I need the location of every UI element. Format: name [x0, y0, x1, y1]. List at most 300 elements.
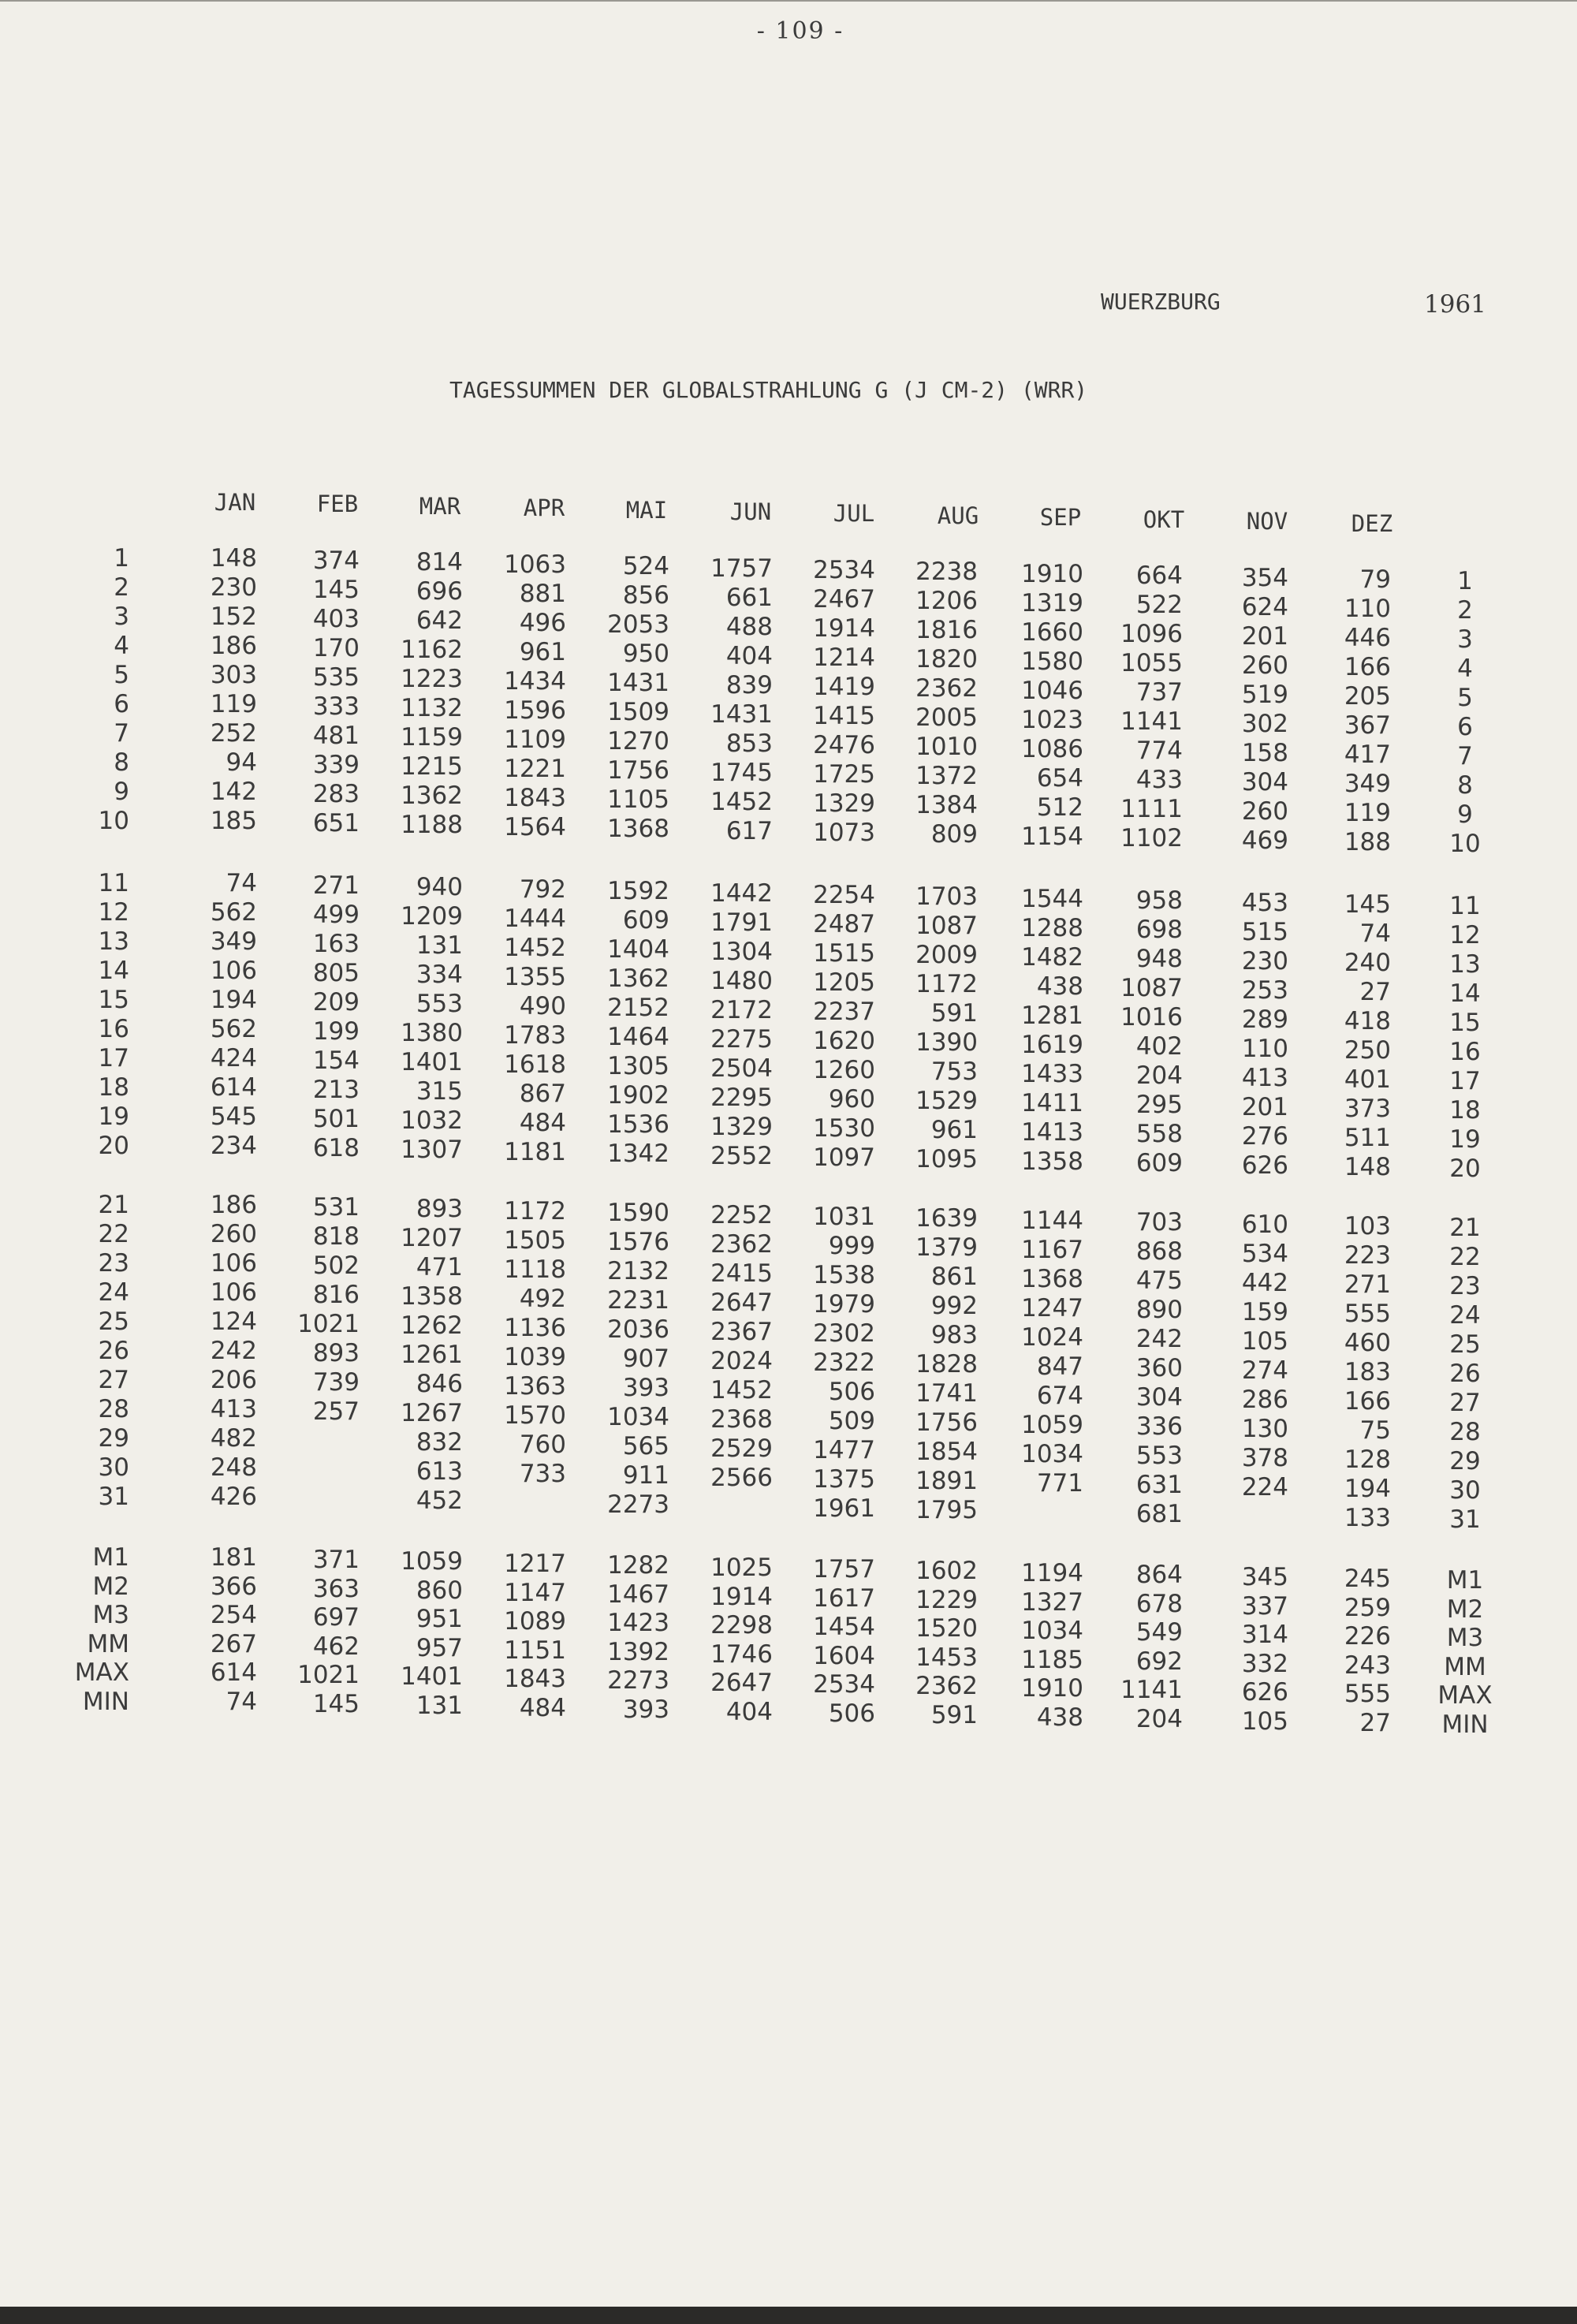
month-header-jun: JUN	[729, 498, 772, 525]
row-label-right: MM	[1444, 1653, 1486, 1681]
table-cell: 1725	[813, 760, 875, 789]
row-label: 30	[98, 1453, 129, 1482]
table-cell: 1741	[915, 1379, 978, 1408]
table-cell: 475	[1135, 1266, 1183, 1295]
table-cell: 618	[312, 1134, 360, 1162]
row-label: MAX	[74, 1658, 129, 1687]
table-cell: 257	[312, 1397, 360, 1426]
table-cell: 1515	[813, 939, 875, 968]
row-label: 19	[98, 1102, 129, 1131]
table-cell: 499	[312, 901, 360, 929]
table-cell: 1214	[813, 643, 875, 672]
row-label-right: 2	[1457, 596, 1473, 625]
table-cell: 832	[416, 1428, 463, 1457]
table-cell: 696	[416, 577, 463, 606]
table-cell: 1791	[710, 908, 773, 937]
table-cell: 1618	[504, 1050, 566, 1079]
table-cell: 558	[1135, 1120, 1183, 1148]
table-cell: 142	[210, 778, 257, 806]
table-cell: 452	[416, 1487, 463, 1515]
table-cell: 534	[1241, 1240, 1288, 1268]
row-label: MIN	[82, 1688, 129, 1716]
table-cell: 1141	[1120, 707, 1183, 736]
table-cell: 106	[210, 1249, 257, 1278]
table-cell: 1136	[504, 1314, 566, 1342]
row-label: M3	[92, 1601, 129, 1629]
table-cell: 75	[1359, 1416, 1391, 1445]
table-cell: 1538	[813, 1261, 875, 1289]
table-cell: 209	[312, 988, 360, 1017]
table-cell: 413	[210, 1395, 257, 1423]
table-cell: 1010	[915, 733, 978, 761]
table-cell: 1329	[710, 1113, 773, 1141]
table-row	[0, 1132, 1577, 1183]
table-cell: 535	[312, 663, 360, 692]
table-cell: 737	[1135, 678, 1183, 707]
table-cell: 2132	[607, 1257, 669, 1285]
row-label-right: 28	[1449, 1418, 1481, 1446]
table-cell: 2005	[915, 703, 978, 732]
row-label-right: 10	[1449, 830, 1481, 858]
table-cell: 79	[1359, 565, 1391, 594]
table-cell: 314	[1241, 1621, 1288, 1649]
table-cell: 1342	[607, 1140, 669, 1168]
table-cell: 1604	[813, 1642, 875, 1670]
table-cell: 771	[1036, 1469, 1083, 1498]
table-cell: 131	[416, 931, 463, 960]
row-label: 25	[98, 1307, 129, 1336]
table-cell: 2566	[710, 1464, 773, 1492]
table-cell: 818	[312, 1222, 360, 1251]
table-cell: 907	[622, 1345, 669, 1373]
table-cell: 166	[1344, 653, 1391, 681]
table-cell: 1046	[1021, 677, 1083, 705]
table-cell: 509	[828, 1407, 875, 1435]
table-cell: 286	[1241, 1386, 1288, 1414]
row-label: 4	[114, 632, 129, 660]
table-cell: 501	[312, 1105, 360, 1133]
row-label-right: 19	[1449, 1125, 1481, 1154]
table-cell: 1059	[401, 1547, 463, 1576]
table-cell: 1795	[915, 1496, 978, 1524]
table-cell: 531	[312, 1193, 360, 1222]
table-cell: 753	[930, 1058, 978, 1086]
table-cell: 119	[210, 690, 257, 718]
row-label-right: 30	[1449, 1476, 1481, 1505]
table-cell: 1828	[915, 1350, 978, 1378]
table-cell: 363	[312, 1575, 360, 1603]
table-cell: 242	[210, 1337, 257, 1365]
table-cell: 354	[1241, 564, 1288, 592]
table-cell: 697	[312, 1603, 360, 1632]
table-row	[0, 1483, 1577, 1534]
table-cell: 1536	[607, 1110, 669, 1139]
row-label: M1	[92, 1543, 129, 1572]
table-cell: 1016	[1120, 1003, 1183, 1031]
table-cell: 271	[1344, 1270, 1391, 1299]
table-cell: 1914	[710, 1583, 773, 1611]
table-cell: 890	[1135, 1296, 1183, 1324]
row-label: 21	[98, 1191, 129, 1219]
table-cell: 274	[1241, 1356, 1288, 1385]
table-cell: 213	[312, 1076, 360, 1104]
table-cell: 1023	[1021, 706, 1083, 734]
table-cell: 1147	[504, 1579, 566, 1607]
table-cell: 1288	[1021, 914, 1083, 942]
table-cell: 545	[210, 1102, 257, 1131]
table-cell: 1032	[401, 1106, 463, 1135]
row-label: 31	[98, 1483, 129, 1511]
row-label-right: 27	[1449, 1389, 1481, 1417]
table-cell: 1431	[607, 669, 669, 697]
table-cell: 847	[1036, 1352, 1083, 1381]
table-cell: 1639	[915, 1204, 978, 1233]
table-cell: 1452	[504, 934, 566, 962]
table-cell: 1221	[504, 755, 566, 783]
table-cell: 402	[1135, 1032, 1183, 1061]
table-cell: 1619	[1021, 1031, 1083, 1059]
table-cell: 304	[1241, 768, 1288, 796]
table-cell: 206	[210, 1366, 257, 1394]
table-cell: 1362	[607, 964, 669, 993]
table-cell: 94	[226, 748, 257, 777]
table-cell: 553	[1135, 1442, 1183, 1470]
row-label-right: 9	[1457, 800, 1473, 829]
table-cell: 631	[1135, 1471, 1183, 1499]
table-cell: 1282	[607, 1551, 669, 1580]
table-cell: 1480	[710, 967, 773, 995]
table-cell: 204	[1135, 1061, 1183, 1090]
table-cell: 674	[1036, 1382, 1083, 1410]
table-cell: 223	[1344, 1241, 1391, 1270]
table-cell: 1854	[915, 1438, 978, 1466]
table-cell: 417	[1344, 740, 1391, 769]
table-cell: 252	[210, 719, 257, 748]
table-cell: 792	[519, 875, 566, 904]
table-cell: 124	[210, 1307, 257, 1336]
table-cell: 230	[210, 573, 257, 602]
row-label-right: 6	[1457, 713, 1473, 741]
table-cell: 204	[1135, 1705, 1183, 1733]
table-row	[0, 807, 1577, 858]
table-cell: 2231	[607, 1286, 669, 1315]
row-label-right: M2	[1446, 1595, 1484, 1624]
table-cell: 2504	[710, 1054, 773, 1083]
table-cell: 502	[312, 1252, 360, 1280]
table-cell: 442	[1241, 1269, 1288, 1297]
table-cell: 303	[210, 661, 257, 689]
row-label-right: 3	[1457, 625, 1473, 654]
table-cell: 614	[210, 1073, 257, 1102]
table-cell: 1144	[1021, 1207, 1083, 1235]
row-label-right: 4	[1457, 655, 1473, 683]
table-cell: 374	[312, 546, 360, 575]
table-cell: 492	[519, 1285, 566, 1313]
table-cell: 1452	[710, 788, 773, 816]
row-label-right: M1	[1446, 1566, 1484, 1595]
table-cell: 224	[1241, 1473, 1288, 1501]
table-cell: 555	[1344, 1680, 1391, 1708]
table-cell: 1509	[607, 698, 669, 726]
table-cell: 1109	[504, 726, 566, 754]
table-cell: 333	[312, 692, 360, 721]
table-cell: 378	[1241, 1444, 1288, 1472]
row-label-right: MAX	[1437, 1681, 1493, 1710]
table-cell: 110	[1344, 595, 1391, 623]
table-cell: 1401	[401, 1662, 463, 1691]
table-row	[0, 1688, 1577, 1739]
table-cell: 433	[1135, 766, 1183, 794]
row-label: 3	[114, 602, 129, 631]
table-cell: 1411	[1021, 1089, 1083, 1117]
row-label: 15	[98, 986, 129, 1014]
table-cell: 1372	[915, 762, 978, 790]
row-label: MM	[87, 1630, 129, 1658]
table-cell: 163	[312, 930, 360, 958]
row-label: 23	[98, 1249, 129, 1278]
row-label-right: 26	[1449, 1360, 1481, 1388]
table-cell: 332	[1241, 1650, 1288, 1678]
table-cell: 159	[1241, 1298, 1288, 1326]
table-cell: 2647	[710, 1289, 773, 1317]
month-header-mai: MAI	[625, 497, 668, 524]
table-cell: 181	[210, 1543, 257, 1572]
table-cell: 253	[1241, 976, 1288, 1005]
table-cell: 119	[1344, 799, 1391, 827]
row-label-right: 25	[1449, 1330, 1481, 1359]
table-cell: 506	[828, 1699, 875, 1728]
table-cell: 609	[1135, 1149, 1183, 1177]
table-cell: 2487	[813, 910, 875, 938]
table-cell: 1217	[504, 1550, 566, 1578]
table-cell: 609	[622, 906, 669, 934]
table-cell: 1172	[915, 970, 978, 998]
table-cell: 133	[1344, 1504, 1391, 1532]
table-cell: 2322	[813, 1349, 875, 1377]
table-cell: 106	[210, 1278, 257, 1307]
table-cell: 1592	[607, 877, 669, 905]
table-cell: 1260	[813, 1056, 875, 1084]
row-label: 24	[98, 1278, 129, 1307]
table-cell: 519	[1241, 681, 1288, 709]
table-cell: 591	[930, 1701, 978, 1729]
table-cell: 692	[1135, 1647, 1183, 1676]
table-cell: 1327	[1021, 1588, 1083, 1617]
table-cell: 185	[210, 807, 257, 835]
table-cell: 302	[1241, 710, 1288, 738]
table-cell: 1262	[401, 1311, 463, 1340]
table-cell: 511	[1344, 1124, 1391, 1152]
table-cell: 1379	[915, 1233, 978, 1262]
table-cell: 698	[1135, 916, 1183, 944]
row-label: 10	[98, 807, 129, 835]
table-cell: 1162	[401, 636, 463, 664]
row-label: 9	[114, 778, 129, 806]
table-cell: 950	[622, 640, 669, 668]
table-cell: 366	[210, 1572, 257, 1601]
table-cell: 496	[519, 609, 566, 637]
table-cell: 1329	[813, 789, 875, 818]
table-cell: 158	[1241, 739, 1288, 767]
table-cell: 482	[210, 1424, 257, 1453]
table-cell: 245	[1344, 1565, 1391, 1593]
table-cell: 1434	[504, 667, 566, 696]
table-cell: 591	[930, 999, 978, 1028]
table-cell: 1444	[504, 905, 566, 933]
table-cell: 1031	[813, 1203, 875, 1231]
row-label-right: MIN	[1441, 1710, 1489, 1739]
table-cell: 1757	[813, 1555, 875, 1584]
row-label: 18	[98, 1073, 129, 1102]
table-cell: 267	[210, 1630, 257, 1658]
table-cell: 145	[312, 1690, 360, 1718]
table-cell: 1745	[710, 759, 773, 787]
table-cell: 893	[416, 1195, 463, 1223]
table-cell: 1477	[813, 1436, 875, 1464]
station-name: WUERZBURG	[1101, 289, 1221, 315]
table-cell: 664	[1135, 561, 1183, 590]
table-cell: 1404	[607, 935, 669, 964]
table-cell: 1580	[1021, 647, 1083, 676]
month-header-jan: JAN	[214, 489, 256, 516]
table-cell: 515	[1241, 918, 1288, 946]
table-cell: 1319	[1021, 589, 1083, 617]
table-cell: 958	[1135, 886, 1183, 915]
table-cell: 1602	[915, 1557, 978, 1585]
table-cell: 1089	[504, 1607, 566, 1636]
table-cell: 853	[725, 729, 773, 758]
row-label: 11	[98, 869, 129, 897]
table-cell: 948	[1135, 945, 1183, 973]
month-header-sep: SEP	[1039, 504, 1082, 531]
row-label-right: 17	[1449, 1067, 1481, 1095]
table-cell: 1910	[1021, 560, 1083, 588]
table-cell: 1453	[915, 1643, 978, 1672]
table-cell: 110	[1241, 1035, 1288, 1063]
row-label-right: 20	[1449, 1155, 1481, 1183]
table-cell: 610	[1241, 1210, 1288, 1239]
table-cell: 1358	[1021, 1147, 1083, 1176]
table-cell: 1105	[607, 785, 669, 814]
table-cell: 74	[226, 1688, 257, 1716]
table-cell: 315	[416, 1077, 463, 1106]
table-cell: 512	[1036, 793, 1083, 822]
table-cell: 1843	[504, 784, 566, 812]
table-cell: 1039	[504, 1343, 566, 1371]
table-cell: 276	[1241, 1122, 1288, 1151]
table-cell: 1902	[607, 1081, 669, 1110]
table-cell: 283	[312, 780, 360, 808]
table-cell: 2647	[710, 1669, 773, 1697]
table-cell: 27	[1359, 1709, 1391, 1737]
table-cell: 1467	[607, 1580, 669, 1609]
table-cell: 2172	[710, 996, 773, 1024]
table-cell: 1415	[813, 702, 875, 730]
table-cell: 2467	[813, 585, 875, 614]
table-cell: 1454	[813, 1613, 875, 1641]
table-cell: 951	[416, 1605, 463, 1633]
table-cell: 2362	[915, 1672, 978, 1700]
table-cell: 911	[622, 1461, 669, 1490]
row-label: 26	[98, 1337, 129, 1365]
table-cell: 2298	[710, 1611, 773, 1639]
table-cell: 1229	[915, 1586, 978, 1614]
table-cell: 654	[1036, 764, 1083, 793]
table-cell: 2362	[710, 1230, 773, 1259]
table-cell: 367	[1344, 711, 1391, 740]
table-cell: 2237	[813, 998, 875, 1026]
table-cell: 349	[210, 927, 257, 956]
row-label-right: 24	[1449, 1301, 1481, 1330]
table-cell: 1961	[813, 1494, 875, 1523]
table-cell: 234	[210, 1132, 257, 1160]
table-cell: 1617	[813, 1584, 875, 1613]
table-cell: 1087	[915, 912, 978, 940]
row-label-right: M3	[1446, 1624, 1484, 1652]
table-cell: 562	[210, 1015, 257, 1043]
table-cell: 1063	[504, 550, 566, 579]
table-cell: 1482	[1021, 943, 1083, 972]
table-cell: 565	[622, 1432, 669, 1460]
table-cell: 1746	[710, 1640, 773, 1669]
table-cell: 522	[1135, 591, 1183, 619]
table-cell: 1843	[504, 1665, 566, 1693]
table-cell: 1375	[813, 1465, 875, 1494]
row-label: 22	[98, 1220, 129, 1248]
table-cell: 774	[1135, 737, 1183, 765]
table-cell: 130	[1241, 1415, 1288, 1443]
table-cell: 856	[622, 581, 669, 610]
table-cell: 1024	[1021, 1323, 1083, 1352]
table-cell: 1576	[607, 1228, 669, 1256]
table-cell: 957	[416, 1634, 463, 1662]
table-cell: 2275	[710, 1025, 773, 1054]
table-cell: 453	[1241, 889, 1288, 917]
table-cell: 1891	[915, 1467, 978, 1495]
table-cell: 337	[1241, 1592, 1288, 1621]
row-label: 7	[114, 719, 129, 748]
table-cell: 1529	[915, 1087, 978, 1115]
row-label: 6	[114, 690, 129, 718]
table-cell: 2295	[710, 1084, 773, 1112]
table-cell: 626	[1241, 1678, 1288, 1707]
month-header-feb: FEB	[316, 491, 359, 517]
table-cell: 983	[930, 1321, 978, 1349]
table-cell: 1172	[504, 1197, 566, 1225]
table-cell: 186	[210, 1191, 257, 1219]
table-cell: 154	[312, 1046, 360, 1075]
table-cell: 1086	[1021, 735, 1083, 763]
table-cell: 401	[1344, 1065, 1391, 1094]
table-cell: 1355	[504, 963, 566, 991]
table-cell: 240	[1344, 949, 1391, 977]
row-label-right: 8	[1457, 771, 1473, 800]
table-cell: 1205	[813, 968, 875, 997]
table-cell: 1363	[504, 1372, 566, 1401]
table-cell: 524	[622, 552, 669, 580]
table-cell: 1401	[401, 1048, 463, 1076]
table-cell: 992	[930, 1292, 978, 1320]
table-cell: 816	[312, 1281, 360, 1309]
table-cell: 760	[519, 1431, 566, 1459]
month-header-apr: APR	[523, 494, 565, 521]
row-label: 12	[98, 898, 129, 927]
table-cell: 1185	[1021, 1646, 1083, 1674]
table-cell: 462	[312, 1632, 360, 1661]
table-cell: 1102	[1120, 824, 1183, 852]
table-cell: 304	[1135, 1383, 1183, 1412]
row-label-right: 22	[1449, 1243, 1481, 1271]
